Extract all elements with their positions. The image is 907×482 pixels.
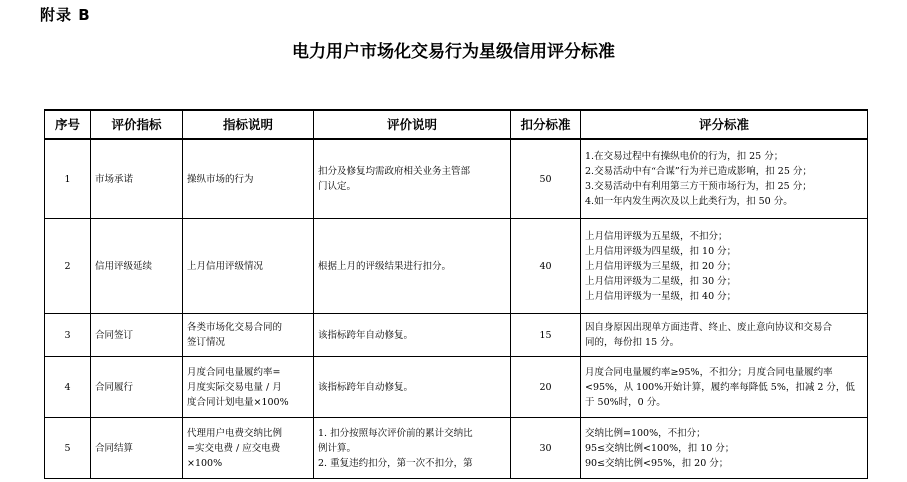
criteria-line: 于 50%时，0 分。 [585,396,666,408]
criteria-line: <95%，从 100%开始计算，履约率每降低 5%，扣减 2 分，低 [585,381,855,393]
row-indicator: 市场承诺 [91,139,183,219]
header-criteria: 评分标准 [581,110,868,139]
criteria-line: 4.如一年内发生两次及以上此类行为，扣 50 分。 [585,196,793,207]
row-eval-desc [314,139,511,219]
row-no: 4 [45,357,91,418]
row-indicator-desc [183,219,314,314]
criteria-line: 95≤交纳比例<100%，扣 10 分； [585,442,735,454]
row-deduction: 30 [511,418,581,479]
row-eval-desc [314,314,511,357]
row-criteria [581,219,868,314]
eval-desc-line: 该指标跨年自动修复。 [318,381,414,393]
criteria-line: 上月信用评级为三星级，扣 20 分； [585,260,737,272]
row-criteria [581,139,868,219]
indicator-desc-line: 上月信用评级情况 [187,260,264,272]
indicator-desc-line: 各类市场化交易合同的 [187,322,283,333]
criteria-line: 同的，每份扣 15 分。 [585,337,680,348]
row-no: 3 [45,314,91,357]
row-eval-desc [314,357,511,418]
table-row [45,219,868,314]
eval-desc-line: 扣分及修复均需政府相关业务主管部 [318,166,471,177]
criteria-line: 90≤交纳比例<95%，扣 20 分； [585,457,729,469]
indicator-desc-line: 操纵市场的行为 [187,173,254,185]
header-indicator: 评价指标 [91,110,183,139]
indicator-desc-line: 月度实际交易电量 / 月 [187,381,282,393]
table-row [45,139,868,219]
row-no: 5 [45,418,91,479]
row-indicator: 信用评级延续 [91,219,183,314]
indicator-desc-line: 度合同计划电量×100% [187,396,289,408]
header-deduction: 扣分标准 [511,110,581,139]
eval-desc-line: 2. 重复违约扣分，第一次不扣分，第 [318,457,473,469]
row-criteria [581,418,868,479]
eval-desc-line: 根据上月的评级结果进行扣分。 [318,260,452,272]
row-deduction: 50 [511,139,581,219]
eval-desc-line: 例计算。 [318,442,357,454]
header-no: 序号 [45,110,91,139]
row-deduction: 20 [511,357,581,418]
criteria-line: 3.交易活动中有利用第三方干预市场行为，扣 25 分； [585,181,812,192]
row-criteria [581,314,868,357]
header-indicator-desc: 指标说明 [183,110,314,139]
criteria-line: 因自身原因出现单方面违背、终止、废止意向协议和交易合 [585,322,833,333]
row-indicator-desc [183,139,314,219]
criteria-line: 2.交易活动中有“合谋”行为并已造成影响，扣 25 分； [585,166,812,177]
row-deduction: 40 [511,219,581,314]
table-header-row [45,110,868,139]
eval-desc-line: 1. 扣分按照每次评价前的累计交纳比 [318,427,473,439]
row-indicator-desc [183,418,314,479]
table-row [45,357,868,418]
criteria-line: 1.在交易过程中有操纵电价的行为，扣 25 分； [585,151,784,162]
table-row [45,314,868,357]
indicator-desc-line: =实交电费 / 应交电费 [187,442,281,454]
row-indicator-desc [183,357,314,418]
indicator-desc-line: ×100% [187,457,223,469]
table-row [45,418,868,479]
criteria-line: 上月信用评级为五星级，不扣分； [585,230,728,242]
row-deduction: 15 [511,314,581,357]
credit-score-table [44,109,868,479]
criteria-line: 交纳比例=100%，不扣分； [585,427,706,439]
criteria-line: 上月信用评级为一星级，扣 40 分； [585,290,737,302]
indicator-desc-line: 签订情况 [187,337,226,348]
eval-desc-line: 该指标跨年自动修复。 [318,329,414,341]
header-eval-desc: 评价说明 [314,110,511,139]
criteria-line: 上月信用评级为四星级，扣 10 分； [585,245,737,257]
row-indicator-desc [183,314,314,357]
row-eval-desc [314,418,511,479]
indicator-desc-line: 月度合同电量履约率= [187,366,281,378]
appendix-label: 附录 B [40,6,91,24]
criteria-line: 上月信用评级为二星级，扣 30 分； [585,275,737,287]
row-criteria [581,357,868,418]
row-eval-desc [314,219,511,314]
document-title: 电力用户市场化交易行为星级信用评分标准 [292,42,615,62]
eval-desc-line: 门认定。 [318,181,357,192]
row-indicator: 合同结算 [91,418,183,479]
criteria-line: 月度合同电量履约率≥95%，不扣分；月度合同电量履约率 [585,366,833,378]
row-indicator: 合同签订 [91,314,183,357]
row-no: 2 [45,219,91,314]
row-no: 1 [45,139,91,219]
row-indicator: 合同履行 [91,357,183,418]
indicator-desc-line: 代理用户电费交纳比例 [187,427,283,439]
